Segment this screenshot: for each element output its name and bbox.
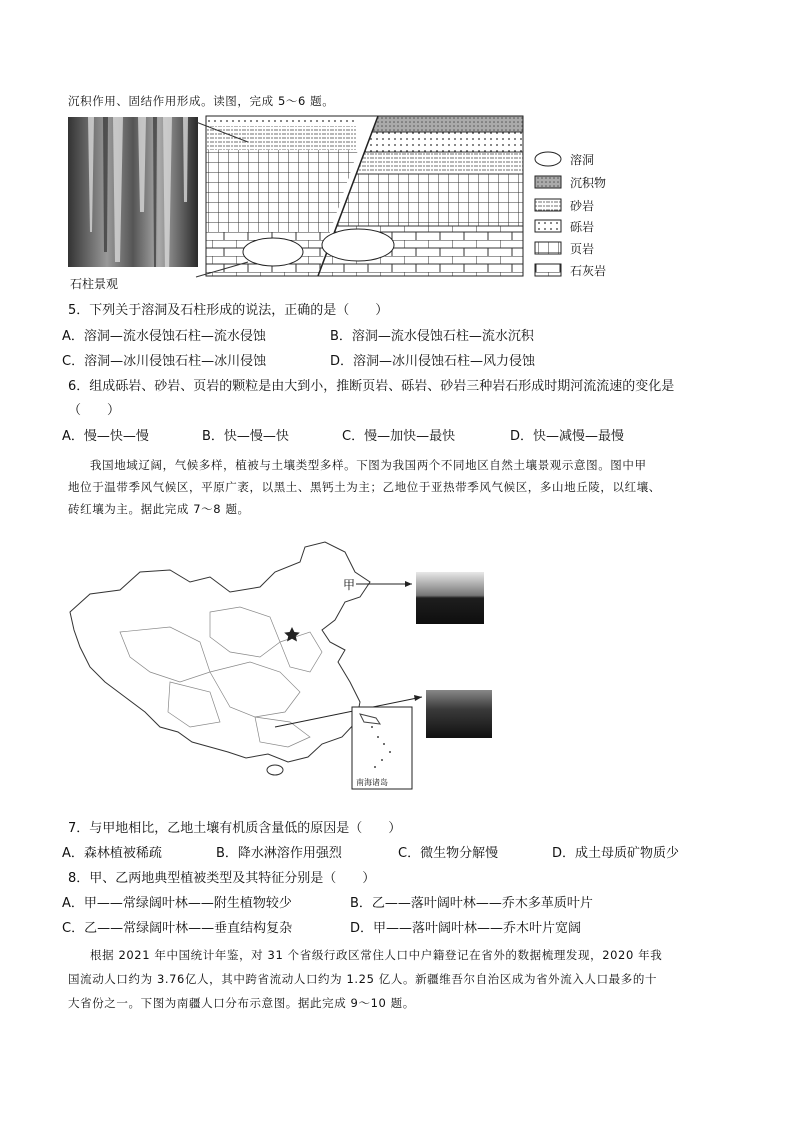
inset-south-sea-islands [352, 707, 412, 789]
intro-line: 沉积作用、固结作用形成。读图，完成 5～6 题。 [68, 94, 335, 108]
legend-sediment-icon [535, 176, 561, 188]
legend-label: 溶洞 [570, 153, 595, 167]
legend-cave-icon [535, 152, 561, 166]
q8-stem: 8．甲、乙两地典型植被类型及其特征分别是（ ） [68, 871, 376, 886]
legend-limestone-icon [535, 264, 561, 276]
q6-option-b[interactable]: B．快—慢—快 [202, 429, 289, 444]
q7-option-c[interactable]: C．微生物分解慢 [398, 846, 499, 861]
legend-label: 沉积物 [570, 176, 607, 190]
q5-option-a[interactable]: A．溶洞—流水侵蚀石柱—流水侵蚀 [62, 329, 266, 344]
passage2-line: 地位于温带季风气候区，平原广袤，以黑土、黑钙土为主；乙地位于亚热带季风气候区，多山地丘陵，以红壤、 [68, 480, 661, 494]
soil-profile-jia [416, 572, 484, 624]
passage2-line: 砖红壤为主。据此完成 7～8 题。 [68, 502, 250, 516]
china-map-outline [70, 542, 370, 775]
q7-option-b[interactable]: B．降水淋溶作用强烈 [216, 846, 342, 861]
soil-profile-yi [426, 690, 492, 738]
q6-stem: 6．组成砾岩、砂岩、页岩的颗粒是由大到小，推断页岩、砾岩、砂岩三种岩石形成时期河流流速的变化是 [68, 379, 675, 394]
q8-option-c[interactable]: C．乙——常绿阔叶林——垂直结构复杂 [62, 921, 293, 936]
legend-label: 砂岩 [570, 199, 595, 213]
q7-option-d[interactable]: D．成土母质矿物质少 [552, 846, 680, 861]
legend-label: 页岩 [570, 242, 595, 256]
q6-stem-cont: （ ） [68, 403, 121, 418]
passage2-line: 我国地域辽阔，气候多样，植被与土壤类型多样。下图为我国两个不同地区自然土壤景观示意图。图中甲 [90, 458, 647, 472]
legend-shale-icon [535, 242, 561, 254]
q7-stem: 7．与甲地相比，乙地土壤有机质含量低的原因是（ ） [68, 821, 402, 836]
q5-option-d[interactable]: D．溶洞—冰川侵蚀石柱—风力侵蚀 [330, 354, 536, 369]
q5-option-c[interactable]: C．溶洞—冰川侵蚀石柱—冰川侵蚀 [62, 354, 267, 369]
label-jia: 甲 [343, 578, 356, 592]
photo-caption: 石柱景观 [70, 277, 119, 291]
q6-option-c[interactable]: C．慢—加快—最快 [342, 429, 456, 444]
q8-option-d[interactable]: D．甲——落叶阔叶林——乔木叶片宽阔 [350, 921, 582, 936]
legend [535, 152, 606, 278]
geological-section [206, 116, 523, 276]
legend-sandstone-icon [535, 199, 561, 211]
inset-caption: 南海诸岛 [356, 778, 388, 787]
passage3-line: 大省份之一。下图为南疆人口分布示意图。据此完成 9～10 题。 [68, 996, 415, 1010]
passage3-line: 根据 2021 年中国统计年鉴，对 31 个省级行政区常住人口中户籍登记在省外的数据梳理发现，2020 年我 [90, 948, 663, 962]
q6-option-a[interactable]: A．慢—快—慢 [62, 429, 149, 444]
legend-label: 石灰岩 [570, 264, 607, 278]
legend-label: 砾岩 [570, 220, 595, 234]
q6-option-d[interactable]: D．快—减慢—最慢 [510, 429, 625, 444]
q5-option-b[interactable]: B．溶洞—流水侵蚀石柱—流水沉积 [330, 329, 534, 344]
passage3-line: 国流动人口约为 3.76亿人，其中跨省流动人口约为 1.25 亿人。新疆维吾尔自治区成为省外流入人口最多的十 [68, 972, 658, 986]
stone-pillar-photo [68, 117, 198, 297]
q8-option-b[interactable]: B．乙——落叶阔叶林——乔木多革质叶片 [350, 896, 593, 911]
figure-china-soil-map [60, 532, 500, 807]
figure-karst [68, 112, 648, 302]
legend-conglomerate-icon [535, 220, 561, 232]
q8-option-a[interactable]: A．甲——常绿阔叶林——附生植物较少 [62, 896, 292, 911]
q7-option-a[interactable]: A．森林植被稀疏 [62, 846, 162, 861]
q5-stem: 5．下列关于溶洞及石柱形成的说法，正确的是（ ） [68, 303, 389, 318]
